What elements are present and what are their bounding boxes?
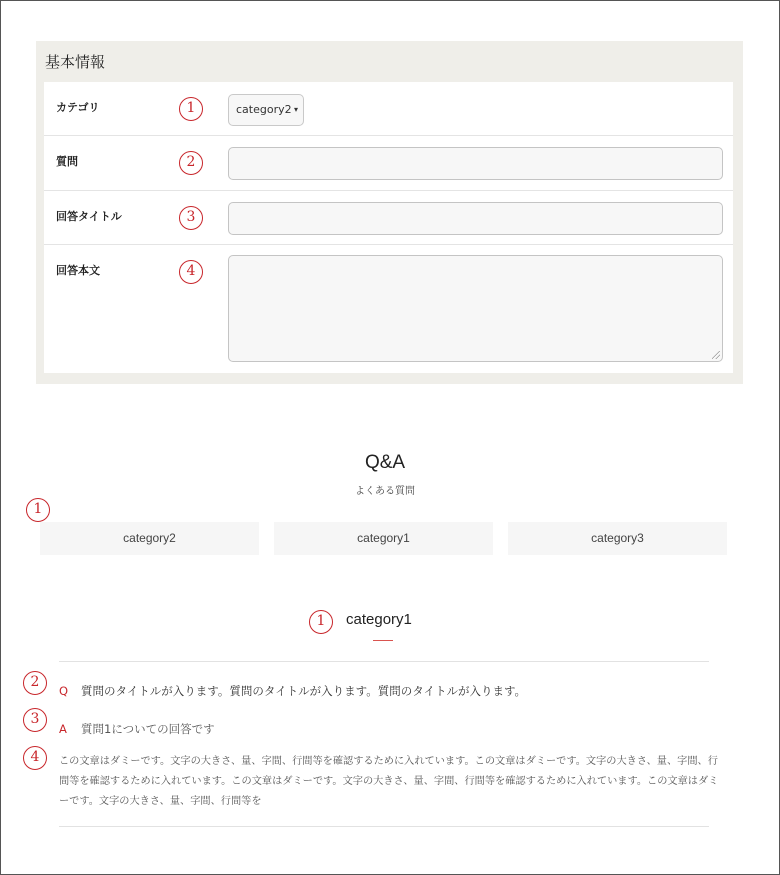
qa-subtitle: よくある質問 xyxy=(355,486,415,497)
question-text: 質問のタイトルが入ります。質問のタイトルが入ります。質問のタイトルが入ります。 xyxy=(81,684,527,698)
form-row-answer-body xyxy=(44,245,733,373)
form-row-answer-title xyxy=(44,191,733,245)
answer-title-input[interactable] xyxy=(228,202,723,235)
category-select-value: category2 xyxy=(236,103,292,116)
marker-3: 3 xyxy=(179,206,203,230)
qa-title: Q&A xyxy=(364,452,406,473)
category-underline xyxy=(373,640,393,641)
marker-tabs-1: 1 xyxy=(26,498,50,522)
question-input[interactable] xyxy=(228,147,723,180)
divider-bottom xyxy=(59,826,709,827)
panel-title: 基本情報 xyxy=(45,53,106,71)
answer-prefix: A xyxy=(59,722,67,736)
answer-body-label: 回答本文 xyxy=(56,264,100,277)
basic-info-panel xyxy=(36,41,743,384)
question-label: 質問 xyxy=(56,155,78,168)
question-prefix: Q xyxy=(59,684,69,698)
marker-body-4: 4 xyxy=(23,746,47,770)
answer-title-label: 回答タイトル xyxy=(56,210,122,223)
faq-answer-title xyxy=(59,721,215,737)
category-select[interactable] xyxy=(228,94,304,126)
form-row-category xyxy=(44,82,733,136)
category-label: カテゴリ xyxy=(56,101,100,114)
form-box xyxy=(44,82,733,373)
marker-question-2: 2 xyxy=(23,671,47,695)
resize-grip-icon[interactable] xyxy=(712,351,720,359)
marker-2: 2 xyxy=(179,151,203,175)
faq-answer-body: この文章はダミーです。文字の大きさ、量、字間、行間等を確認するために入れています。この文章はダミーです。文字の大きさ、量、字間、行間等を確認するために入れています。この文章はダミーです。文字の大きさ、量、字間、行間等を確認するために入れています。この文章はダミーです。文字の大きさ、量、字間、行間等を xyxy=(59,756,719,807)
divider-top xyxy=(59,661,709,662)
faq-question[interactable] xyxy=(59,683,526,699)
answer-body-textarea[interactable] xyxy=(228,255,723,362)
tab-category3[interactable]: category3 xyxy=(508,522,727,555)
marker-1: 1 xyxy=(179,97,203,121)
form-row-question xyxy=(44,136,733,191)
tab-category2[interactable]: category2 xyxy=(40,522,259,555)
tab-category1[interactable]: category1 xyxy=(274,522,493,555)
answer-title-text: 質問1についての回答です xyxy=(81,722,215,736)
category-heading: category1 xyxy=(346,611,412,628)
marker-answer-3: 3 xyxy=(23,708,47,732)
chevron-down-icon: ▾ xyxy=(293,105,298,114)
marker-category-1: 1 xyxy=(309,610,333,634)
marker-4: 4 xyxy=(179,260,203,284)
